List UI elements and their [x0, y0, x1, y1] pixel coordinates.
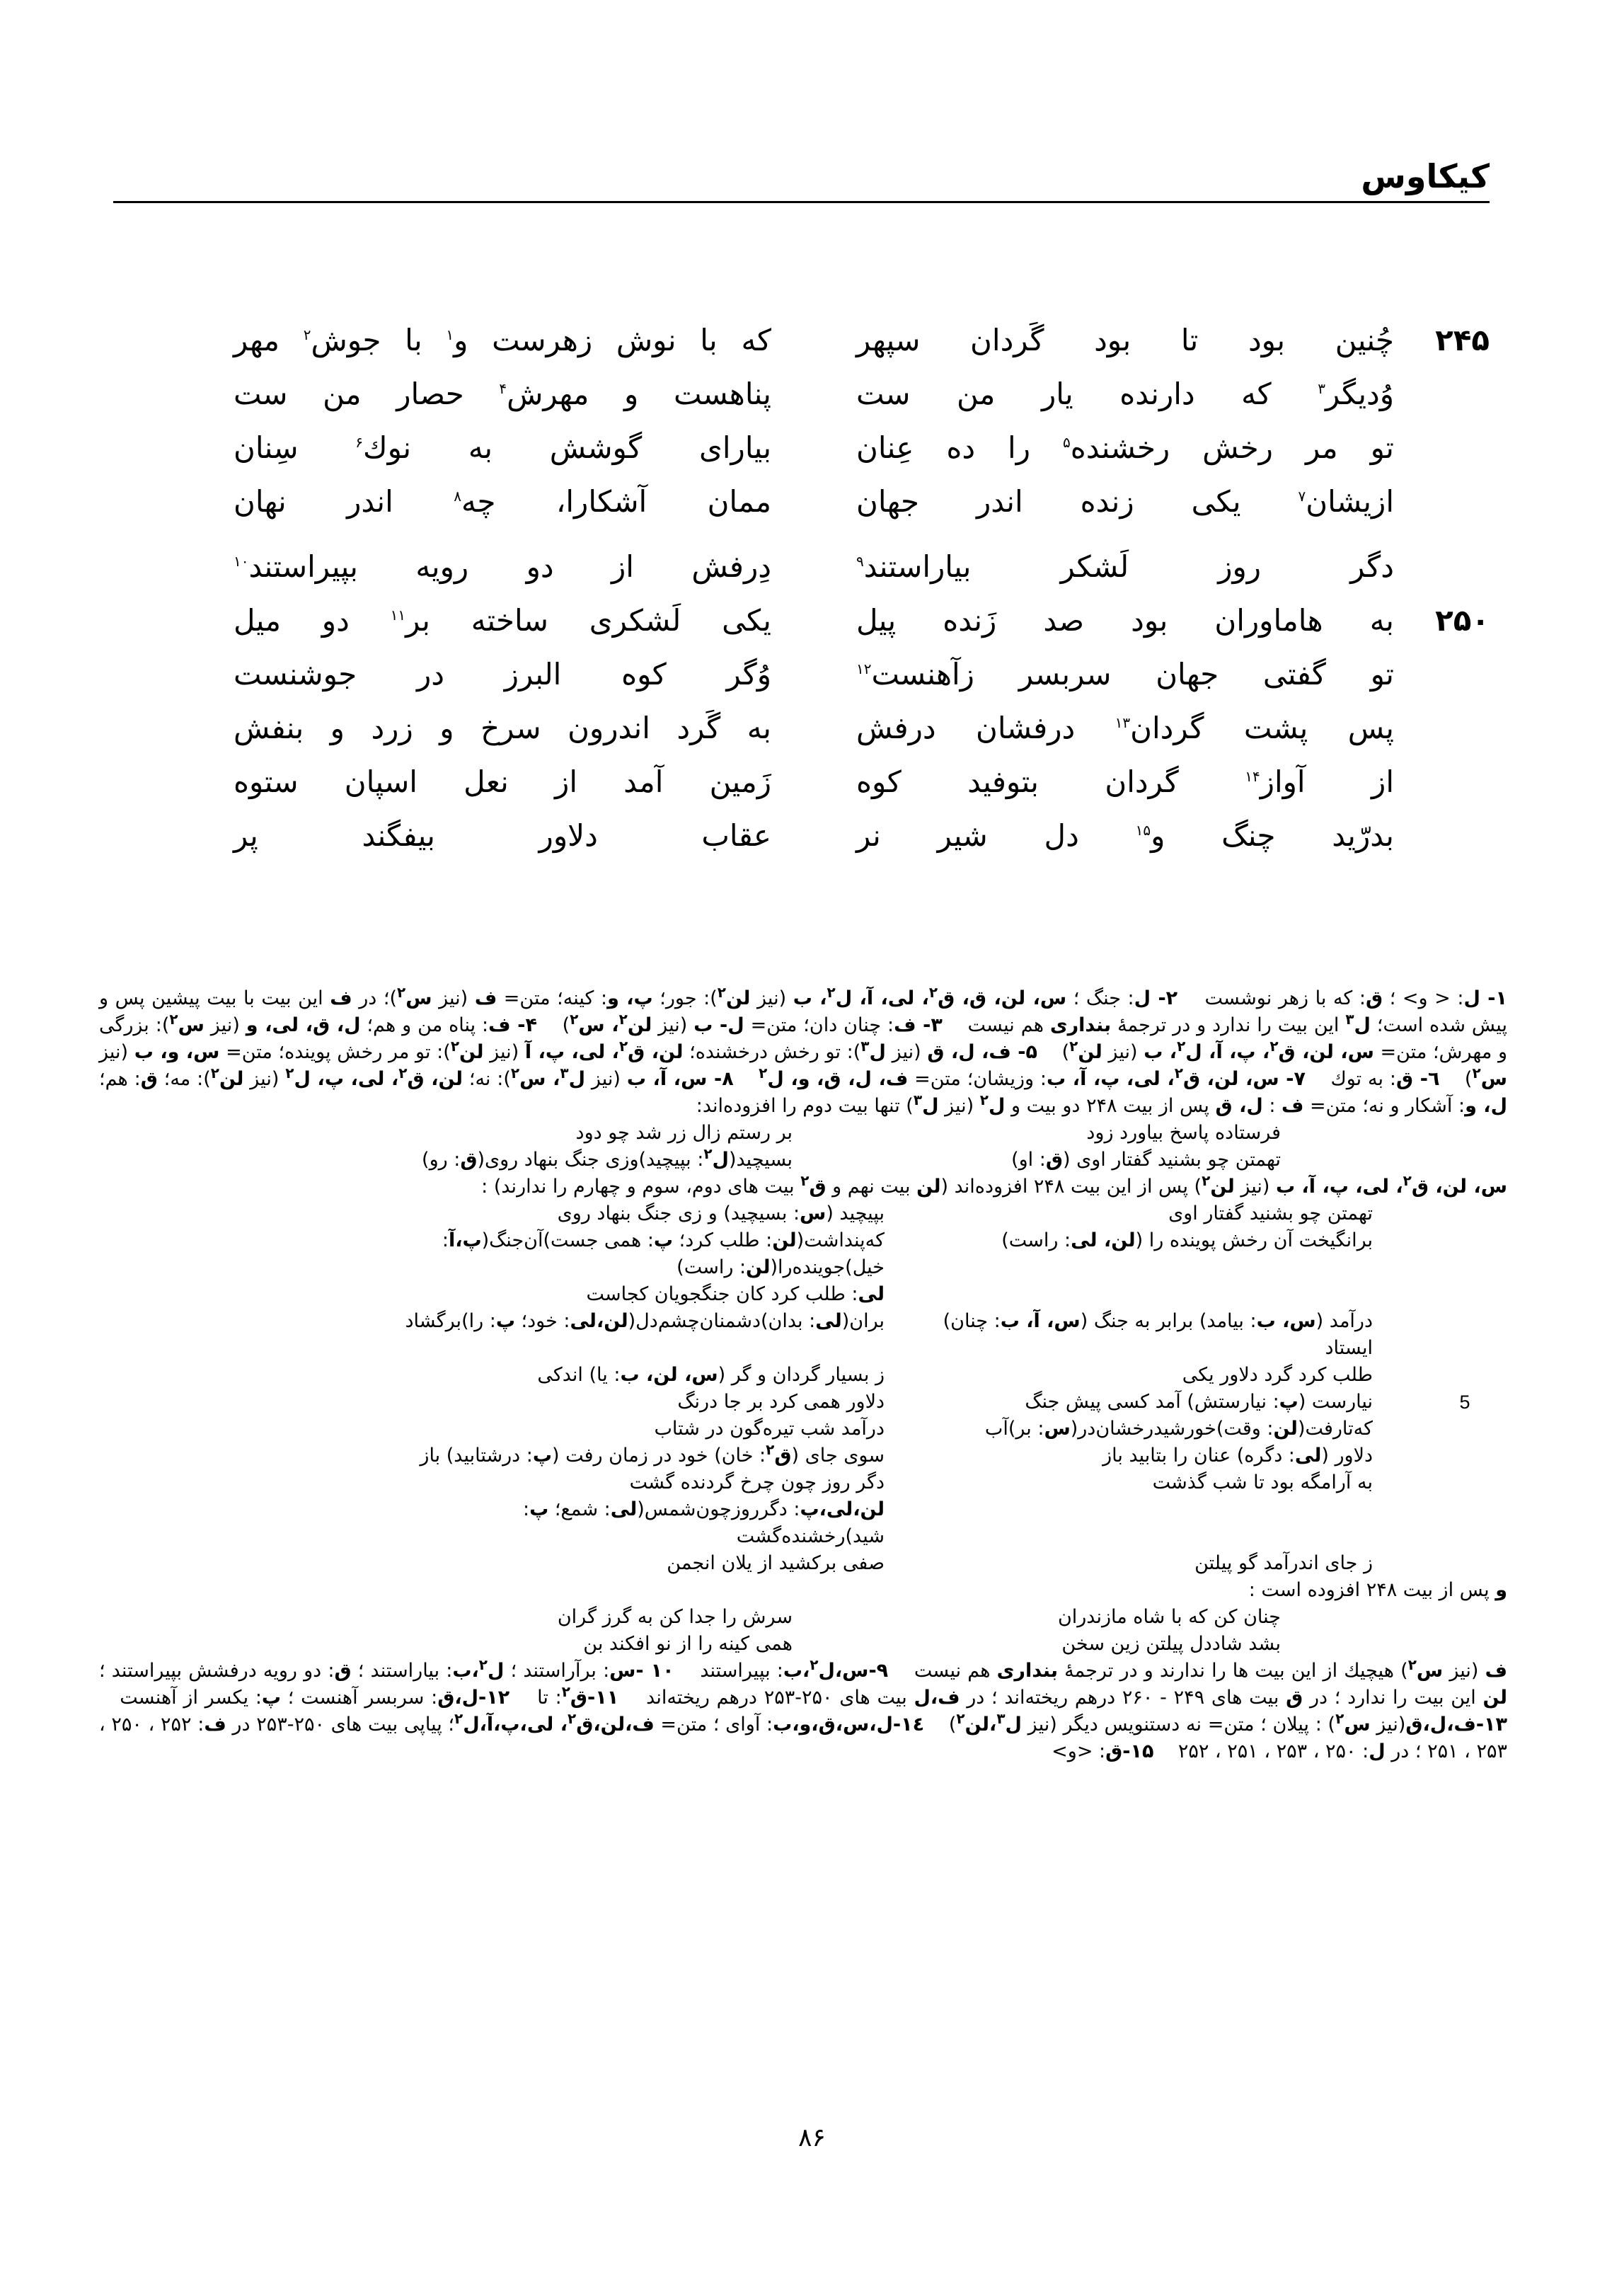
hemistich-first: ازیشان$^۷$ یکی زنده اندر جهان	[856, 484, 1394, 519]
hemistich-second: بیارای گوشش به نوك$^۶$ سِنان	[234, 430, 772, 465]
variant-hemistich-second: سوی جای (ق$^۲$: خان) خود در زمان رفت (پ: درشتابید) باز	[420, 1441, 885, 1467]
variant-hemistich-first: تهمتن چو بشنید گفتار اوی	[1168, 1203, 1373, 1224]
variant-couplet	[99, 1442, 1507, 1469]
variant-line-number	[1422, 1416, 1507, 1442]
variant-hemistich-first: که‌تارفت(لن: وقت)خورشیدرخشان‌در(س: بر)آب	[984, 1418, 1373, 1440]
hemistich-first: تو گفتی جهان سربسر زآهنست$^{۱۲}$	[856, 657, 1394, 692]
variant-hemistich-first: درآمد (س، ب: بیامد) برابر به جنگ (س، آ، ب: چنان) ایستاد	[943, 1310, 1373, 1359]
variant-line-number	[1422, 1281, 1507, 1308]
variant-line-number	[1422, 1631, 1507, 1658]
hemistich-first: از آواز$^{۱۴}$ گردان بتوفید کوه	[856, 764, 1394, 799]
hemistich-first: وُدیگر$^۳$ که دارنده یار من ست	[856, 377, 1394, 411]
variant-line-number	[1422, 1147, 1507, 1174]
verse-number: ۲۴۵	[1435, 323, 1490, 357]
verse-row	[212, 371, 1490, 418]
variant-hemistich-first: برانگیخت آن رخش پوینده را (لن، لی: راست)	[1001, 1229, 1373, 1251]
verse-row	[212, 705, 1490, 752]
variant-line-number	[1422, 1227, 1507, 1281]
variant-couplet	[99, 1416, 1507, 1442]
variant-couplet	[99, 1147, 1507, 1174]
variant-hemistich-second: درآمد شب تیره‌گون در شتاب	[654, 1418, 885, 1440]
hemistich-first: بدرّید چنگ و$^{۱۵}$ دل شیر نر	[856, 818, 1394, 853]
variant-hemistich-second: بران(لی: بدان)دشمنان‌چشم‌دل(لن،لی: خود؛ پ: را)برگشاد	[405, 1310, 885, 1332]
variant-couplet	[99, 1496, 1507, 1550]
variant-couplet	[99, 1362, 1507, 1389]
running-head-title: کیکاوس	[1361, 157, 1490, 195]
variant-hemistich-first: چنان کن که با شاه مازندران	[1057, 1606, 1281, 1628]
variant-line-number	[1422, 1550, 1507, 1577]
variant-hemistich-first: بشد شاددل پیلتن زین سخن	[1061, 1633, 1281, 1655]
page-number: ۸۶	[798, 2123, 826, 2152]
hemistich-second: وُگر کوه البرز در جوشنست	[234, 657, 771, 692]
footnotes	[99, 985, 1507, 1765]
variant-hemistich-first: فرستاده پاسخ بیاورد زود	[1086, 1122, 1281, 1144]
variant-block-1	[99, 1120, 1507, 1174]
hemistich-second: که با نوش زهرست و$^۱$ با جوش$^۲$ مهر	[234, 323, 771, 357]
verse-row	[212, 425, 1490, 471]
hemistich-first: دگر روز لَشکر بیاراستند$^۹$	[856, 549, 1394, 584]
variant-hemistich-second: بپیچید (س: بسیچید) و زی جنگ بنهاد روی	[557, 1203, 885, 1224]
verse-row	[212, 478, 1490, 525]
footnote-intro: ۱- ل: < و> ؛ ق: که با زهر نوشست ۲- ل: جنگ ؛ س، لن، ق، ق$^۲$، لی، آ، ل$^۲$، ب (نیز لن$^۲$): جور؛ پ، و: کینه؛ متن= ف (نیز س$^۲$)؛ در ف این بیت با بیت پیشین پس و پیش شده است؛ ل$^۳$ این بیت را ندارد و در ترجمهٔ بنداری هم نیست ۳- ف: چنان دان؛ متن= ل- ب (نیز لن$^۲$، س$^۲$) ۴- ف: پناه من و هم؛ ل، ق، لی، و (نیز س$^۲$): بزرگی و مهرش؛ متن= س، لن، ق$^۲$، پ، آ، ل$^۲$، ب (نیز لن$^۲$) ۵- ف، ل، ق (نیز ل$^۳$): تو رخش درخشنده؛ لن، ق$^۲$، لی، پ، آ (نیز لن$^۲$): تو مر رخش پوینده؛ متن= س، و، ب (نیز س$^۲$) ٦- ق: به توك ۷- س، لن، ق$^۲$، لی، پ، آ، ب: وزیشان؛ متن= ف، ل، ق، و، ل$^۲$ ۸- س، آ، ب (نیز ل$^۳$، س$^۲$): نه؛ لن، ق$^۲$، لی، پ، ل$^۲$ (نیز لن$^۲$): مه؛ ق: هم؛ ل، و: آشکار و نه؛ متن= ف : ل، ق پس از بیت ۲۴۸ دو بیت و ل$^۲$ (نیز ل$^۳$) تنها بیت دوم را افزوده‌اند:	[99, 984, 1508, 1117]
variant-line-number	[1422, 1604, 1507, 1631]
variant-line-number	[1422, 1200, 1507, 1227]
variant-hemistich-first: نیارست (پ: نیارستش) آمد کسی پیش جنگ	[1025, 1391, 1373, 1413]
verse-row	[212, 759, 1490, 805]
variant-hemistich-first: به آرامگه بود تا شب گذشت	[1152, 1472, 1373, 1493]
variant-couplet	[99, 1200, 1507, 1227]
variant-couplet	[99, 1389, 1507, 1416]
hemistich-second: عقاب دلاور بیفگند پر	[234, 818, 771, 853]
hemistich-second: پناهست و مهرش$^۴$ حصار من ست	[234, 377, 771, 411]
variant-couplet	[99, 1469, 1507, 1496]
variant-hemistich-first: دلاور (لی: دگره) عنان را بتابید باز	[1102, 1445, 1373, 1467]
variant-hemistich-first: تهمتن چو بشنید گفتار اوی (ق: او)	[1011, 1149, 1281, 1171]
variant-couplet	[99, 1604, 1507, 1631]
variant-hemistich-second: دلاور همی کرد بر جا درنگ	[677, 1391, 885, 1413]
hemistich-first: تو مر رخش رخشنده$^۵$ را ده عِنان	[856, 430, 1394, 465]
variant-hemistich-second: سرش را جدا کن به گرز گران	[557, 1606, 793, 1628]
hemistich-second: یکی لَشکری ساخته بر$^{۱۱}$ دو میل	[234, 603, 771, 638]
variant-hemistich-second: ز بسیار گردان و گر (س، لن، ب: یا) اندکی	[537, 1364, 885, 1386]
variant-line-number	[1422, 1120, 1507, 1147]
hemistich-second: دِرفش از دو رویه بپیراستند$^{۱۰}$	[234, 549, 771, 584]
variant-hemistich-second: دگر روز چون چرخ گردنده گشت	[629, 1472, 885, 1493]
verse-row	[212, 813, 1490, 859]
verse-row	[212, 651, 1490, 698]
footnote-mid-2: و پس از بیت ۲۴۸ افزوده است :	[1248, 1579, 1507, 1601]
verse-row	[212, 597, 1490, 644]
hemistich-first: پس پشت گردان$^{۱۳}$ درفشان درفش	[856, 711, 1394, 745]
variant-couplet	[99, 1120, 1507, 1147]
footnote-outro: ف (نیز س$^۲$) هیچیك از این بیت ها را ندارند و در ترجمهٔ بنداری هم نیست ۹-س،ل$^۲$،ب: بپیراستند ۱۰ -س: برآراستند ؛ ل$^۲$،ب: بیاراستند ؛ ق: دو رویه درفشش بپیراستند ؛ لن این بیت را ندارد ؛ در ق بیت های ۲۴۹ - ۲۶۰ درهم ریخته‌اند ؛ در ف،ل بیت های ۲۵۰-۲۵۳ درهم ریخته‌اند ۱۱-ق$^۲$: تا ۱۲-ل،ق: سربسر آهنست ؛ پ: یکسر از آهنست ۱۳-ف،ل،ق(نیز س$^۲$) : پیلان ؛ متن= نه دستنویس دیگر (نیز ل$^۳$،لن$^۲$) ١٤-ل،س،ق،و،ب: آوای ؛ متن= ف،لن،ق$^۲$، لی،پ،آ،ل$^۲$؛ پیاپی بیت های ۲۵۰-۲۵۳ در ف: ۲۵۲ ، ۲۵۰ ، ۲۵۳ ، ۲۵۱ ؛ در ل: ۲۵۰ ، ۲۵۳ ، ۲۵۱ ، ۲۵۲ ۱۵-ق: <و>	[99, 1656, 1507, 1762]
hemistich-second: به گَرد اندرون سرخ و زرد و بنفش	[234, 711, 771, 745]
variant-couplet	[99, 1281, 1507, 1308]
variant-line-number	[1422, 1308, 1507, 1362]
verse-block	[212, 317, 1490, 866]
variant-couplet	[99, 1308, 1507, 1362]
variant-line-number	[1422, 1496, 1507, 1550]
hemistich-first: چُنین بود تا بود گَردان سپهر	[856, 323, 1394, 357]
variant-couplet	[99, 1227, 1507, 1281]
verse-row	[212, 544, 1490, 590]
verse-number: ۲۵۰	[1435, 603, 1490, 638]
variant-hemistich-second: بر رستم زال زر شد چو دود	[575, 1122, 793, 1144]
header-rule	[113, 201, 1490, 203]
hemistich-second: زَمین آمد از نعل اسپان ستوه	[234, 764, 771, 799]
variant-hemistich-second: بسیچید(ل$^۲$: بپیچید)وزی جنگ بنهاد روی(ق: رو)	[422, 1145, 793, 1171]
variant-hemistich-second: که‌پنداشت(لن: طلب کرد؛ پ: همی جست)آن‌جنگ(پ،آ: خیل)جوینده‌را(لن: راست)	[442, 1229, 885, 1278]
hemistich-second: ممان آشکارا، چه$^۸$ اندر نهان	[234, 484, 771, 519]
variant-couplet	[99, 1631, 1507, 1658]
variant-line-number	[1422, 1442, 1507, 1469]
variant-hemistich-first	[913, 1281, 1422, 1308]
footnote-mid-1: س، لن، ق$^۲$، لی، پ، آ، ب (نیز لن$^۲$) پس از این بیت ۲۴۸ افزوده‌اند (لن بیت نهم و ق$^۲$ بیت های دوم، سوم و چهارم را ندارند) :	[481, 1172, 1507, 1198]
hemistich-first: به هاماوران بود صد زَنده پیل	[856, 603, 1394, 638]
variant-line-number: 5	[1459, 1392, 1470, 1413]
variant-block-2	[99, 1200, 1507, 1577]
variant-line-number	[1422, 1362, 1507, 1389]
variant-hemistich-first: ز جای اندرآمد گو پیلتن	[1194, 1552, 1373, 1574]
variant-line-number	[1422, 1469, 1507, 1496]
variant-hemistich-second: لن،لی،پ: دگرروزچون‌شمس(لی: شمع؛ پ: شید)رخشنده‌گشت	[523, 1498, 885, 1547]
variant-block-3	[99, 1604, 1507, 1658]
variant-hemistich-first	[913, 1496, 1422, 1550]
variant-hemistich-second: صفی برکشید از یلان انجمن	[667, 1552, 885, 1574]
variant-hemistich-second: لی: طلب کرد کان جنگجویان کجاست	[586, 1283, 885, 1305]
variant-couplet	[99, 1550, 1507, 1577]
variant-hemistich-first: طلب کرد گرد دلاور یکی	[1182, 1364, 1373, 1386]
variant-hemistich-second: همی کینه را از نو افکند بن	[583, 1633, 793, 1655]
verse-row	[212, 317, 1490, 364]
